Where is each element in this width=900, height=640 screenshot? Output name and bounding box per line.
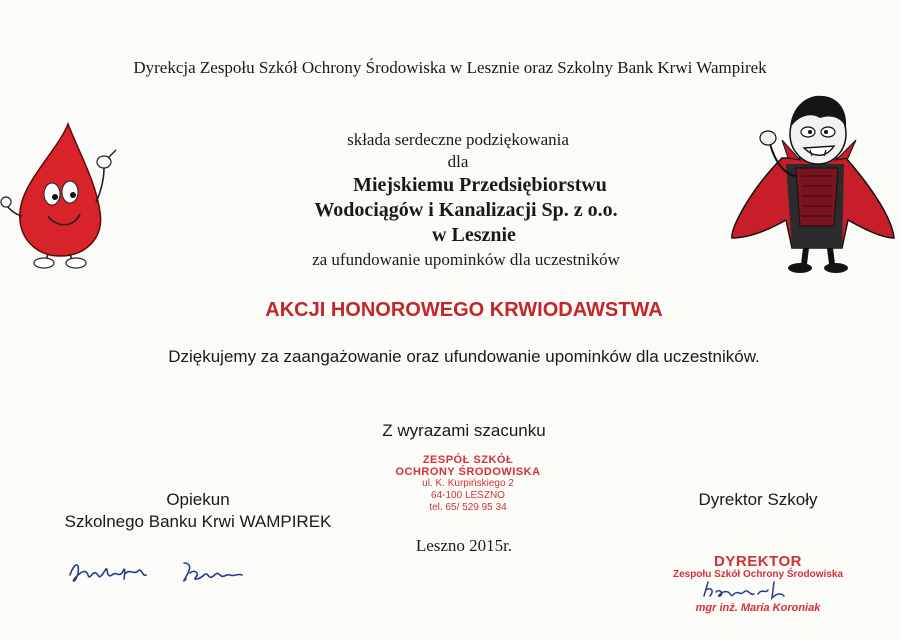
director-title: Dyrektor Szkoły [698, 490, 818, 509]
intro-line-2: dla [447, 152, 469, 171]
recipient-line-1: Miejskiemu Przedsiębiorstwu [353, 174, 607, 196]
action-title: AKCJI HONOROWEGO KRWIODAWSTWA [265, 299, 663, 321]
school-stamp-line-2: OCHRONY ŚRODOWISKA [395, 466, 541, 478]
school-stamp [368, 454, 568, 514]
director-stamp-line-2: Zespołu Szkół Ochrony Środowiska [672, 569, 844, 580]
header-text: Dyrekcja Zespołu Szkół Ochrony Środowiska w Lesznie oraz Szkolny Bank Krwi Wampirek [133, 58, 767, 77]
place-date: Leszno 2015r. [415, 536, 513, 555]
reason-text: za ufundowanie upominków dla uczestników [312, 250, 620, 269]
school-stamp-line-4: 64-100 LESZNO [431, 490, 505, 501]
opiekun-signature [66, 553, 266, 593]
recipient-line-3: w Lesznie [432, 224, 516, 246]
opiekun-label: Opiekun [166, 490, 230, 509]
thanks-text: Dziękujemy za zaangażowanie oraz ufundowanie upominków dla uczestników. [168, 347, 760, 366]
school-stamp-line-5: tel. 65/ 529 95 34 [429, 502, 507, 513]
director-stamp-line-3: mgr inż. Maria Koroniak [695, 602, 821, 614]
vampire-mascot-icon [722, 88, 900, 278]
director-signature [700, 578, 820, 602]
school-stamp-line-3: ul. K. Kurpińskiego 2 [422, 478, 514, 489]
recipient-line-2: Wodociągów i Kanalizacji Sp. z o.o. [314, 199, 618, 221]
director-stamp-line-1: DYREKTOR [714, 553, 802, 570]
blood-drop-mascot-icon [0, 120, 120, 270]
intro-line-1: składa serdeczne podziękowania [347, 130, 569, 149]
regards-text: Z wyrazami szacunku [382, 421, 546, 440]
school-stamp-line-1: ZESPÓŁ SZKÓŁ [422, 454, 514, 466]
opiekun-name: Szkolnego Banku Krwi WAMPIREK [64, 512, 332, 531]
